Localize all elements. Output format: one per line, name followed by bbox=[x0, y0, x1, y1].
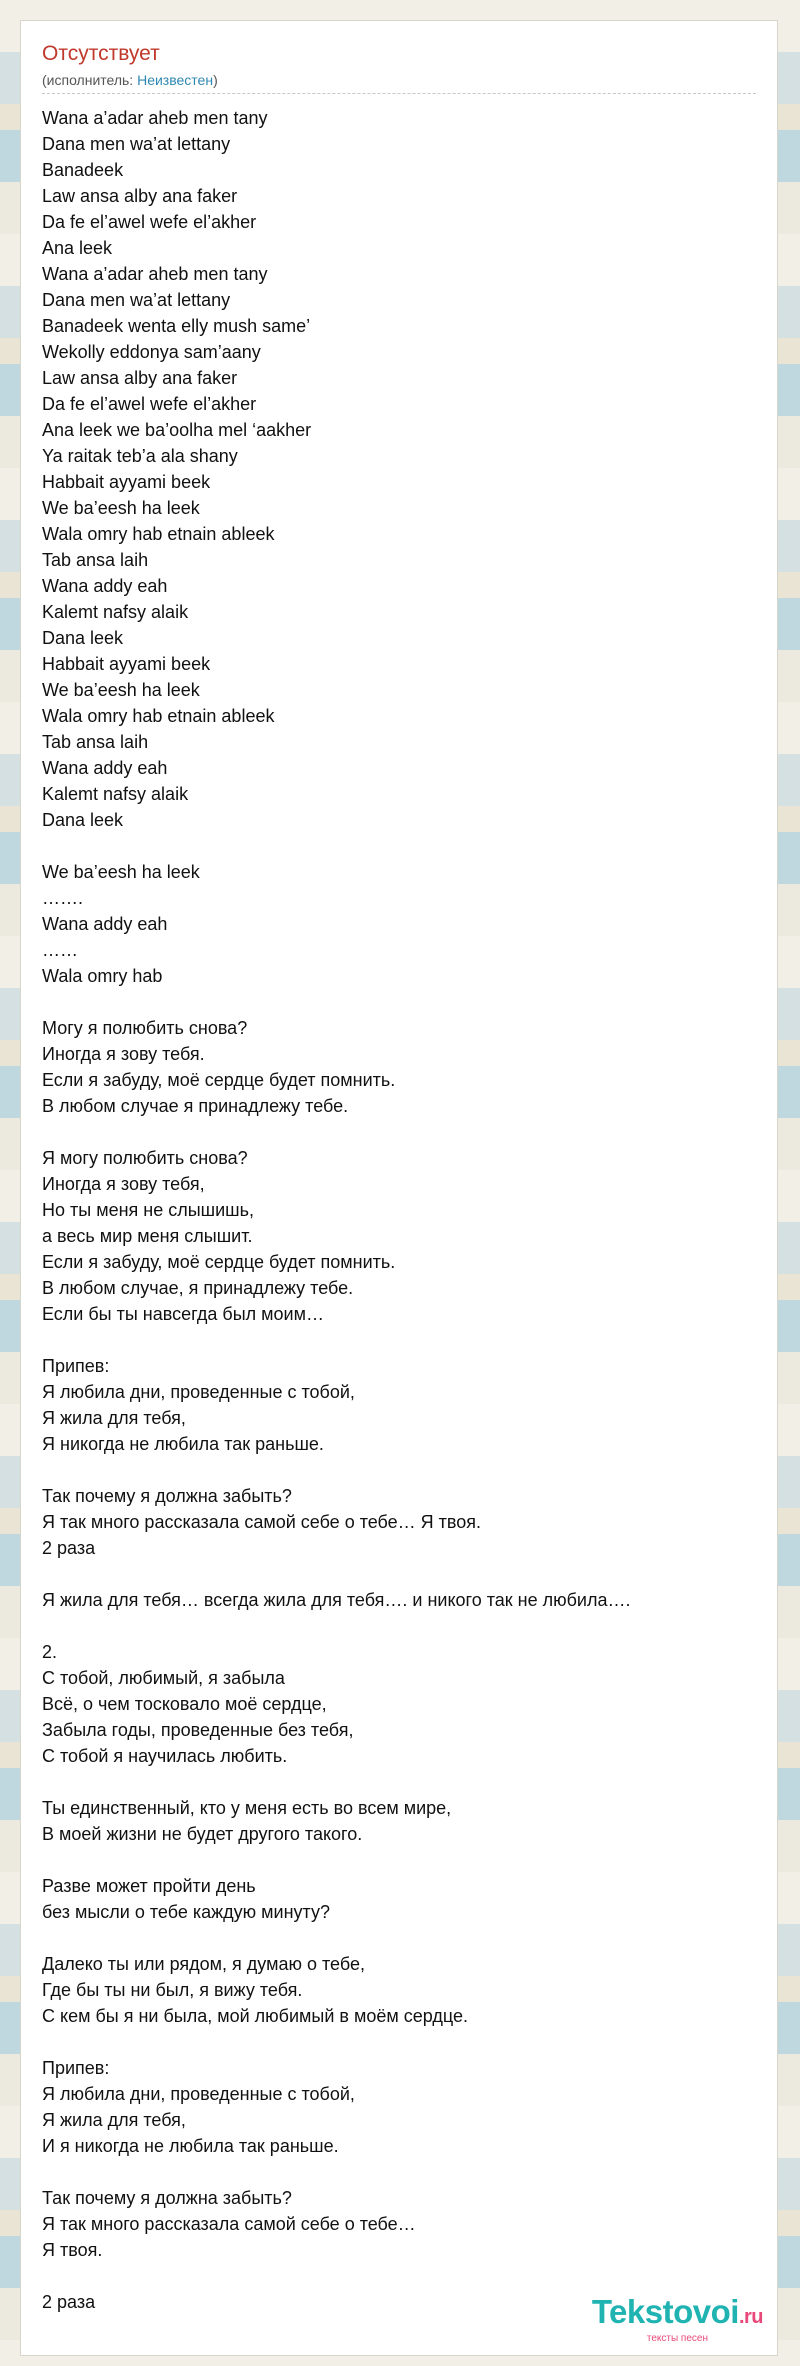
logo-tagline: тексты песен bbox=[646, 2333, 708, 2344]
lyrics-line: We ba’eesh ha leek bbox=[42, 680, 200, 700]
lyrics-line: Tab ansa laih bbox=[42, 550, 149, 570]
lyrics-line: Kalemt nafsy alaik bbox=[42, 602, 189, 622]
logo-name: Tekstovoi bbox=[591, 2293, 739, 2330]
lyrics-line: Wana addy eah bbox=[42, 576, 168, 596]
lyrics-blank-line bbox=[42, 2263, 762, 2289]
lyrics-line: Припев: bbox=[42, 2058, 110, 2078]
lyrics-line: Так почему я должна забыть? bbox=[42, 1486, 292, 1506]
lyrics-line: 2. bbox=[42, 1642, 58, 1662]
lyrics-line: В любом случае, я принадлежу тебе. bbox=[42, 1278, 354, 1298]
lyrics-line: Я жила для тебя, bbox=[42, 1408, 186, 1428]
lyrics-line: Я могу полюбить снова? bbox=[42, 1148, 248, 1168]
lyrics-blank-line bbox=[42, 2159, 762, 2185]
lyrics-line: 2 раза bbox=[42, 2292, 96, 2312]
lyrics-line: Иногда я зову тебя. bbox=[42, 1044, 205, 1064]
performer-info bbox=[42, 71, 218, 89]
lyrics-line: Dana leek bbox=[42, 628, 124, 648]
lyrics-line: Могу я полюбить снова? bbox=[42, 1018, 248, 1038]
lyrics-blank-line bbox=[42, 1613, 762, 1639]
lyrics-line: Wana addy eah bbox=[42, 758, 168, 778]
lyrics-card bbox=[20, 20, 778, 2356]
lyrics-line: Da fe el’awel wefe el’akher bbox=[42, 394, 257, 414]
lyrics-line: Я никогда не любила так раньше. bbox=[42, 1434, 324, 1454]
lyrics-line: Ana leek bbox=[42, 238, 113, 258]
lyrics-line: Далеко ты или рядом, я думаю о тебе, bbox=[42, 1954, 365, 1974]
lyrics-line: а весь мир меня слышит. bbox=[42, 1226, 253, 1246]
lyrics-line: We ba’eesh ha leek bbox=[42, 862, 200, 882]
lyrics-line: Если я забуду, моё сердце будет помнить. bbox=[42, 1252, 396, 1272]
lyrics-line: В моей жизни не будет другого такого. bbox=[42, 1824, 363, 1844]
lyrics-line: Kalemt nafsy alaik bbox=[42, 784, 189, 804]
lyrics-line: Law ansa alby ana faker bbox=[42, 368, 238, 388]
lyrics-line: Я любила дни, проведенные с тобой, bbox=[42, 1382, 355, 1402]
lyrics-blank-line bbox=[42, 1925, 762, 1951]
lyrics-line: Da fe el’awel wefe el’akher bbox=[42, 212, 257, 232]
lyrics-line: С кем бы я ни была, мой любимый в моём сердце. bbox=[42, 2006, 468, 2026]
lyrics-blank-line bbox=[42, 833, 762, 859]
song-title: Отсутствует bbox=[42, 42, 160, 65]
lyrics-blank-line bbox=[42, 1327, 762, 1353]
lyrics-line: Я жила для тебя… всегда жила для тебя…. и никого так не любила…. bbox=[42, 1590, 631, 1610]
lyrics-line: Разве может пройти день bbox=[42, 1876, 256, 1896]
lyrics-line: Habbait ayyami beek bbox=[42, 654, 211, 674]
lyrics-blank-line bbox=[42, 1769, 762, 1795]
lyrics-line: Law ansa alby ana faker bbox=[42, 186, 238, 206]
lyrics-line: Wana a’adar aheb men tany bbox=[42, 108, 268, 128]
lyrics-line: С тобой, любимый, я забыла bbox=[42, 1668, 285, 1688]
lyrics-line: С тобой я научилась любить. bbox=[42, 1746, 288, 1766]
lyrics-blank-line bbox=[42, 989, 762, 1015]
lyrics-line: Wana addy eah bbox=[42, 914, 168, 934]
lyrics-text bbox=[42, 105, 762, 2315]
lyrics-line: без мысли о тебе каждую минуту? bbox=[42, 1902, 330, 1922]
title-divider bbox=[42, 93, 756, 94]
lyrics-line: Всё, о чем тосковало моё сердце, bbox=[42, 1694, 327, 1714]
lyrics-line: И я никогда не любила так раньше. bbox=[42, 2136, 339, 2156]
lyrics-line: Я твоя. bbox=[42, 2240, 103, 2260]
lyrics-line: Ya raitak teb’a ala shany bbox=[42, 446, 238, 466]
lyrics-line: Habbait ayyami beek bbox=[42, 472, 211, 492]
lyrics-line: Но ты меня не слышишь, bbox=[42, 1200, 254, 1220]
lyrics-line: Иногда я зову тебя, bbox=[42, 1174, 205, 1194]
lyrics-line: Banadeek wenta elly mush same’ bbox=[42, 316, 311, 336]
logo-wordmark bbox=[592, 2294, 763, 2335]
performer-suffix: ) bbox=[213, 72, 218, 88]
lyrics-line: Wana a’adar aheb men tany bbox=[42, 264, 268, 284]
lyrics-line: Так почему я должна забыть? bbox=[42, 2188, 292, 2208]
lyrics-line: Wala omry hab etnain ableek bbox=[42, 706, 275, 726]
lyrics-line: Ты единственный, кто у меня есть во всем мире, bbox=[42, 1798, 452, 1818]
lyrics-line: We ba’eesh ha leek bbox=[42, 498, 200, 518]
lyrics-line: Wala omry hab bbox=[42, 966, 163, 986]
lyrics-line: Я жила для тебя, bbox=[42, 2110, 186, 2130]
lyrics-line: Где бы ты ни был, я вижу тебя. bbox=[42, 1980, 303, 2000]
lyrics-line: Я любила дни, проведенные с тобой, bbox=[42, 2084, 355, 2104]
lyrics-line: Wekolly eddonya sam’aany bbox=[42, 342, 261, 362]
lyrics-line: Dana men wa’at lettany bbox=[42, 290, 231, 310]
lyrics-blank-line bbox=[42, 1561, 762, 1587]
performer-prefix: (исполнитель: bbox=[42, 72, 138, 88]
lyrics-line: Забыла годы, проведенные без тебя, bbox=[42, 1720, 354, 1740]
lyrics-line: Dana men wa’at lettany bbox=[42, 134, 231, 154]
performer-link[interactable]: Неизвестен bbox=[137, 72, 214, 88]
lyrics-line: Я так много рассказала самой себе о тебе… bbox=[42, 2214, 416, 2234]
lyrics-line: Если бы ты навсегда был моим… bbox=[42, 1304, 324, 1324]
lyrics-line: Если я забуду, моё сердце будет помнить. bbox=[42, 1070, 396, 1090]
lyrics-line: ……. bbox=[42, 888, 84, 908]
lyrics-line: 2 раза bbox=[42, 1538, 96, 1558]
site-logo[interactable] bbox=[592, 2294, 763, 2345]
lyrics-blank-line bbox=[42, 1119, 762, 1145]
lyrics-line: Dana leek bbox=[42, 810, 124, 830]
lyrics-blank-line bbox=[42, 1847, 762, 1873]
lyrics-line: В любом случае я принадлежу тебе. bbox=[42, 1096, 349, 1116]
lyrics-line: Припев: bbox=[42, 1356, 110, 1376]
lyrics-line: Ana leek we ba’oolha mel ‘aakher bbox=[42, 420, 312, 440]
lyrics-line: Banadeek bbox=[42, 160, 124, 180]
lyrics-line: …… bbox=[42, 940, 78, 960]
lyrics-line: Я так много рассказала самой себе о тебе… Я твоя. bbox=[42, 1512, 482, 1532]
lyrics-blank-line bbox=[42, 1457, 762, 1483]
logo-tld: .ru bbox=[738, 2306, 763, 2328]
lyrics-blank-line bbox=[42, 2029, 762, 2055]
lyrics-line: Wala omry hab etnain ableek bbox=[42, 524, 275, 544]
lyrics-line: Tab ansa laih bbox=[42, 732, 149, 752]
